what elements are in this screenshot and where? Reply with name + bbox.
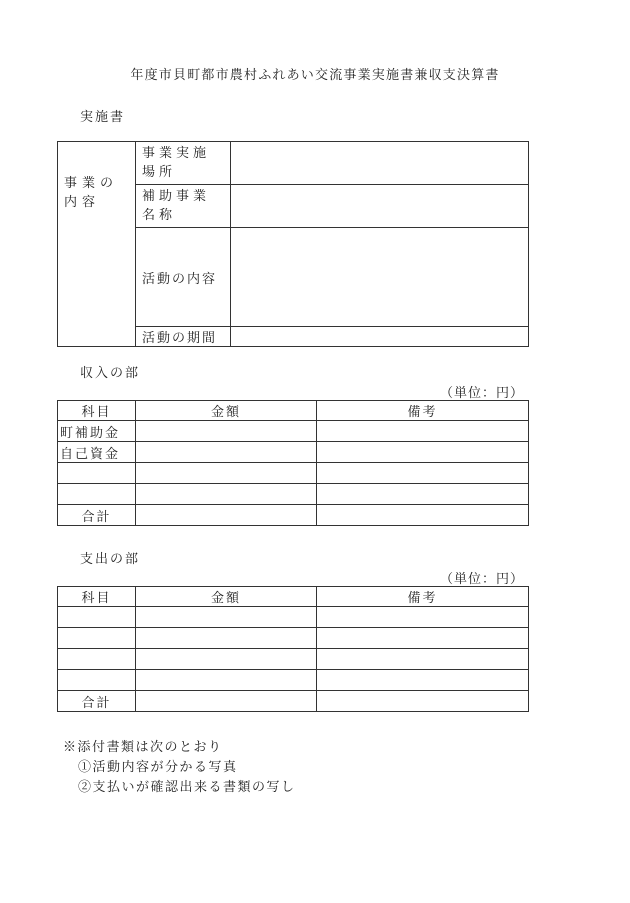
implementation-value-content[interactable] [231,228,529,327]
income-row [58,442,529,463]
expense-item-cell[interactable] [58,670,136,691]
income-item-cell[interactable] [58,463,136,484]
expense-item-cell[interactable] [58,628,136,649]
expense-note-cell[interactable] [317,607,529,628]
income-amount-cell[interactable] [136,442,317,463]
expense-header-amount: 金額 [136,587,317,607]
expense-amount-cell[interactable] [136,649,317,670]
income-row [58,421,529,442]
income-total-note[interactable] [317,505,529,526]
implementation-value-place[interactable] [231,142,529,185]
expense-note-cell[interactable] [317,670,529,691]
income-total-label: 合計 [58,505,136,526]
expense-row [58,649,529,670]
attachment-item: ②支払いが確認出来る書類の写し [78,780,296,795]
income-amount-cell[interactable] [136,421,317,442]
implementation-label-content: 活動の内容 [136,228,231,327]
expense-total-row [58,691,529,712]
income-header-amount: 金額 [136,401,317,421]
expense-amount-cell[interactable] [136,670,317,691]
expense-table [57,586,529,712]
implementation-group-label: 事業の内容 [58,142,136,347]
expense-row [58,607,529,628]
income-note-cell[interactable] [317,463,529,484]
implementation-label-period: 活動の期間 [136,327,231,347]
expense-header-note: 備考 [317,587,529,607]
attachments-notes [63,738,296,798]
document-title: 年度市貝町都市農村ふれあい交流事業実施書兼収支決算書 [130,68,500,83]
expense-section-title: 支出の部 [80,552,141,567]
income-amount-cell[interactable] [136,484,317,505]
income-section-title: 収入の部 [80,366,141,381]
income-note-cell[interactable] [317,442,529,463]
income-header-item: 科目 [58,401,136,421]
expense-total-amount[interactable] [136,691,317,712]
expense-unit-label: （単位：円） [440,572,525,587]
income-total-row [58,505,529,526]
income-note-cell[interactable] [317,421,529,442]
expense-amount-cell[interactable] [136,628,317,649]
income-amount-cell[interactable] [136,463,317,484]
implementation-label-name: 補助事業名称 [136,185,231,228]
expense-row [58,628,529,649]
expense-total-note[interactable] [317,691,529,712]
attachment-item: ①活動内容が分かる写真 [78,760,238,775]
expense-item-cell[interactable] [58,649,136,670]
income-item-cell: 町補助金 [58,421,136,442]
income-note-cell[interactable] [317,484,529,505]
income-row [58,484,529,505]
implementation-table [57,141,529,347]
expense-total-label: 合計 [58,691,136,712]
income-item-cell: 自己資金 [58,442,136,463]
income-total-amount[interactable] [136,505,317,526]
income-header-note: 備考 [317,401,529,421]
implementation-value-period[interactable] [231,327,529,347]
income-unit-label: （単位：円） [440,386,525,401]
expense-item-cell[interactable] [58,607,136,628]
implementation-row [58,142,529,185]
income-table [57,400,529,526]
expense-note-cell[interactable] [317,628,529,649]
expense-row [58,670,529,691]
attachments-heading: ※添付書類は次のとおり [63,740,223,755]
implementation-value-name[interactable] [231,185,529,228]
implementation-section-title: 実施書 [80,110,126,125]
expense-amount-cell[interactable] [136,607,317,628]
income-item-cell[interactable] [58,484,136,505]
income-header-row [58,401,529,421]
expense-header-item: 科目 [58,587,136,607]
expense-note-cell[interactable] [317,649,529,670]
income-row [58,463,529,484]
implementation-label-place: 事業実施場所 [136,142,231,185]
expense-header-row [58,587,529,607]
